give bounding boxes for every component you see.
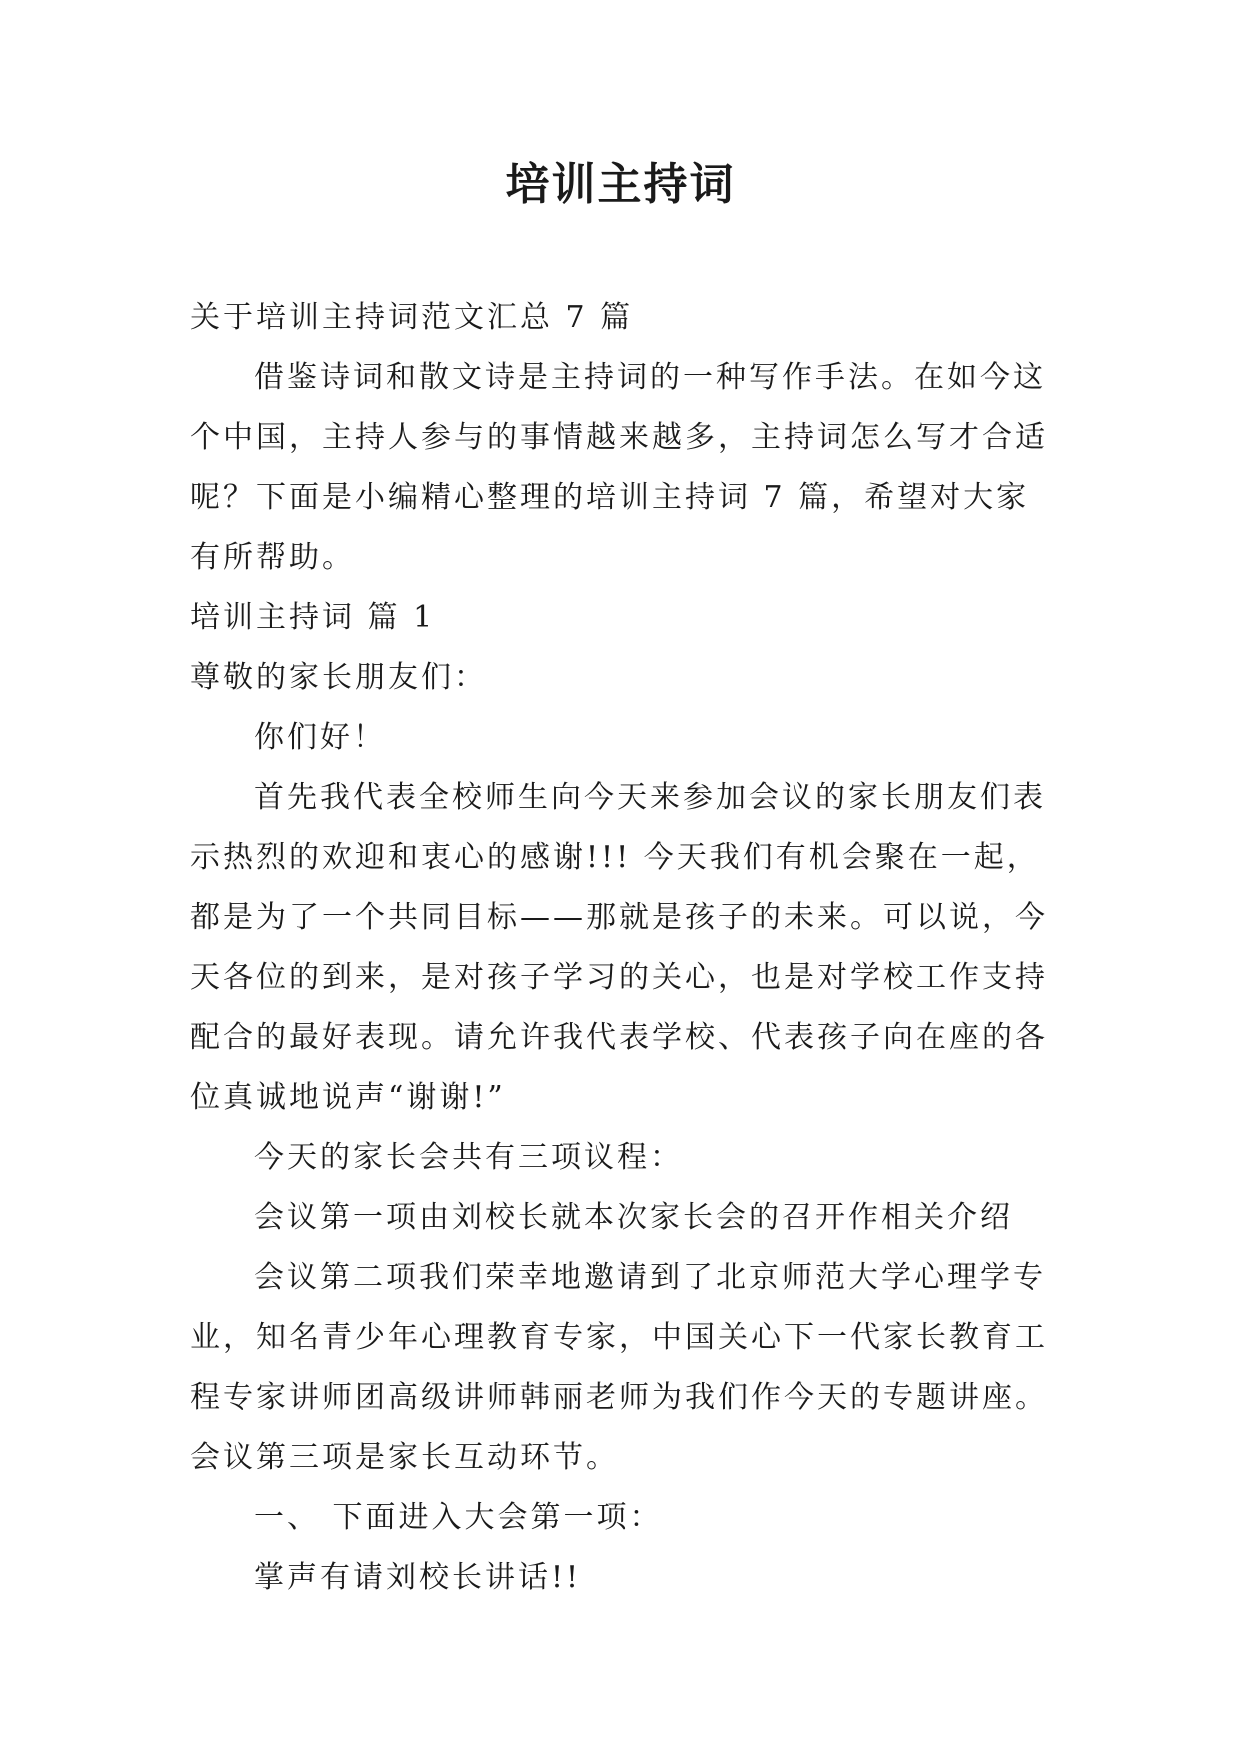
intro-heading: 关于培训主持词范文汇总 7 篇	[190, 300, 634, 335]
agenda-intro: 今天的家长会共有三项议程：	[254, 1140, 683, 1175]
agenda-item-1: 会议第一项由刘校长就本次家长会的召开作相关介绍	[254, 1200, 1013, 1235]
agenda-step-1: 一、 下面进入大会第一项：	[254, 1500, 663, 1535]
closing-line: 掌声有请刘校长讲话!!	[254, 1560, 582, 1595]
welcome-paragraph: 首先我代表全校师生向今天来参加会议的家长朋友们表示热烈的欢迎和衷心的感谢!!! 今天我们有机会聚在一起，都是为了一个共同目标——那就是孩子的未来。可以说，今天各位的到来，是对孩子学习的关心，也是对学校工作支持配合的最好表现。请允许我代表学校、代表孩子向在座的各位真诚地说声“谢谢!”	[190, 780, 1048, 1115]
document-body	[190, 288, 1050, 1608]
intro-paragraph: 借鉴诗词和散文诗是主持词的一种写作手法。在如今这个中国，主持人参与的事情越来越多，主持词怎么写才合适呢？下面是小编精心整理的培训主持词 7 篇，希望对大家有所帮助。	[190, 360, 1048, 575]
document-title: 培训主持词	[505, 159, 736, 210]
greeting: 你们好！	[254, 720, 386, 755]
salutation: 尊敬的家长朋友们：	[190, 660, 487, 695]
section-heading: 培训主持词 篇 1	[190, 600, 436, 635]
agenda-item-2: 会议第二项我们荣幸地邀请到了北京师范大学心理学专业，知名青少年心理教育专家，中国关心下一代家长教育工程专家讲师团高级讲师韩丽老师为我们作今天的专题讲座。 会议第三项是家长互动环节。	[190, 1260, 1048, 1475]
